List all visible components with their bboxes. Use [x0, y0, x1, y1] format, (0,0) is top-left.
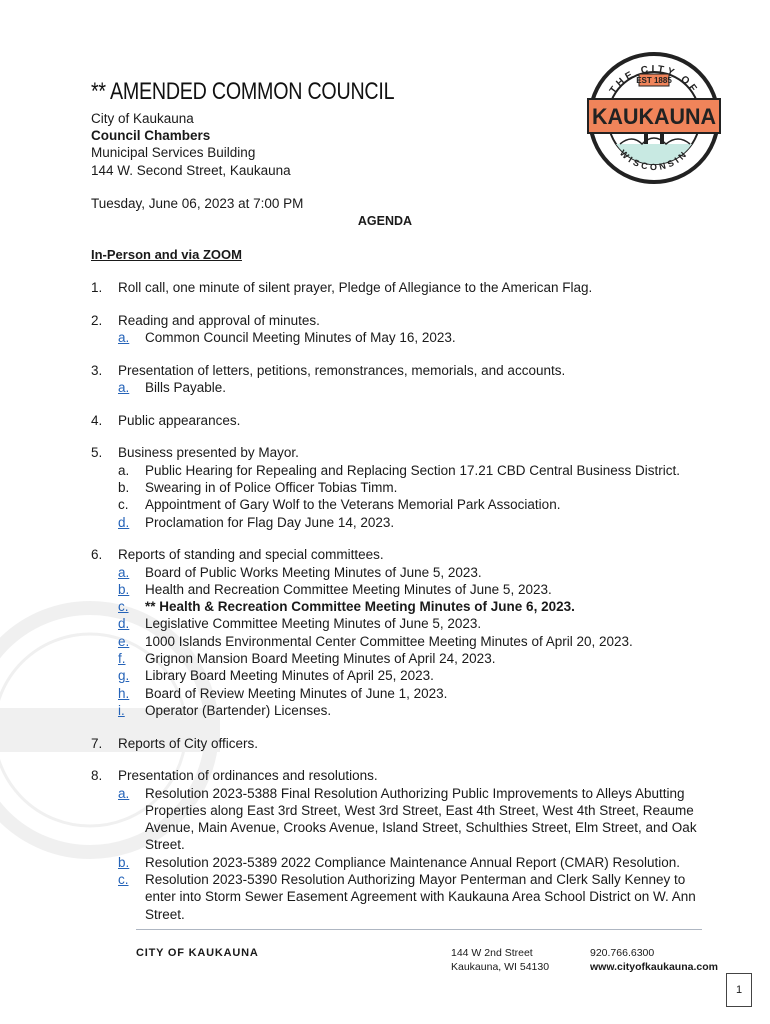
subitem-text: Resolution 2023-5389 2022 Compliance Maintenance Annual Report (CMAR) Resolution. — [145, 854, 681, 870]
footer-street: 144 W 2nd Street — [451, 947, 533, 959]
city-logo — [586, 48, 722, 188]
agenda-list — [91, 279, 711, 938]
agenda-subitem — [118, 785, 711, 854]
meeting-datetime: Tuesday, June 06, 2023 at 7:00 PM — [91, 196, 304, 211]
subitem-text: Health and Recreation Committee Meeting Minutes of June 5, 2023. — [145, 581, 552, 597]
agenda-subitem — [118, 581, 711, 598]
subitem-link[interactable]: a. — [118, 329, 130, 345]
location-name: Council Chambers — [91, 128, 211, 144]
subitem-link[interactable]: a. — [118, 785, 130, 801]
agenda-subitem — [118, 564, 711, 581]
logo-bottom-text: WISCONSIN — [617, 147, 691, 173]
agenda-item-number: 2. — [91, 312, 103, 328]
subitem-link[interactable]: g. — [118, 668, 130, 684]
agenda-subitem — [118, 615, 711, 632]
agenda-subitem — [118, 379, 711, 396]
building-name: Municipal Services Building — [91, 145, 256, 161]
agenda-subitem — [118, 329, 711, 346]
address-block — [91, 110, 291, 179]
agenda-subitem — [118, 496, 711, 513]
city-name: City of Kaukauna — [91, 111, 194, 126]
subitem-text: Grignon Mansion Board Meeting Minutes of April 24, 2023. — [145, 650, 496, 666]
agenda-item — [91, 767, 711, 923]
subitem-text: Library Board Meeting Minutes of April 25, 2023. — [145, 668, 434, 684]
agenda-item — [91, 412, 711, 429]
agenda-subitem — [118, 667, 711, 684]
subitem-text: 1000 Islands Environmental Center Committee Meeting Minutes of April 20, 2023. — [145, 633, 633, 649]
subitem-link[interactable]: e. — [118, 633, 130, 649]
agenda-item-text: Business presented by Mayor. — [118, 445, 299, 461]
subitem-letter: b. — [118, 479, 130, 495]
logo-name: KAUKAUNA — [592, 104, 717, 129]
subitem-link[interactable]: c. — [118, 872, 129, 888]
agenda-item-text: Reports of standing and special committees. — [118, 547, 384, 563]
street-address: 144 W. Second Street, Kaukauna — [91, 162, 291, 178]
meeting-mode: In-Person and via ZOOM — [91, 247, 242, 262]
agenda-item-number: 1. — [91, 280, 103, 295]
agenda-item — [91, 735, 711, 752]
subitem-text: Appointment of Gary Wolf to the Veterans Memorial Park Association. — [145, 497, 561, 513]
agenda-item — [91, 362, 711, 397]
agenda-item — [91, 546, 711, 719]
agenda-subitem — [118, 685, 711, 702]
subitem-text: Board of Review Meeting Minutes of June 1, 2023. — [145, 685, 448, 701]
subitem-text: Public Hearing for Repealing and Replacing Section 17.21 CBD Central Business District. — [145, 462, 681, 478]
subitem-link[interactable]: d. — [118, 514, 130, 530]
agenda-item-number: 7. — [91, 735, 103, 751]
agenda-item-number: 3. — [91, 362, 103, 378]
agenda-item — [91, 444, 711, 530]
agenda-heading: AGENDA — [357, 214, 413, 228]
agenda-item-number: 6. — [91, 547, 103, 563]
agenda-subitem — [118, 462, 711, 479]
subitem-text: Resolution 2023-5388 Final Resolution Authorizing Public Improvements to Alleys Abutting Properties along East 3rd Street, West 3rd Street, East 4th Street, West 4th Street, Reaume Avenue, Main Avenue, Crooks Avenue, Island Street, Schulthies Street, Elm Street, and Oak Street. — [145, 785, 697, 853]
footer-divider — [136, 929, 702, 930]
agenda-subitem — [118, 871, 711, 923]
subitem-link[interactable]: h. — [118, 685, 130, 701]
agenda-item-text: Presentation of ordinances and resolutions. — [118, 768, 378, 784]
agenda-subitem — [118, 479, 711, 496]
subitem-letter: c. — [118, 497, 129, 513]
footer-city: CITY OF KAUKAUNA — [136, 947, 259, 959]
subitem-text: Swearing in of Police Officer Tobias Timm. — [145, 479, 398, 495]
footer-citystate: Kaukauna, WI 54130 — [451, 961, 550, 973]
footer-address — [451, 946, 549, 974]
subitem-text: Bills Payable. — [145, 379, 227, 395]
logo-top-text: THE CITY OF — [607, 63, 701, 97]
agenda-item-text: Reports of City officers. — [118, 735, 259, 751]
agenda-item-text: Reading and approval of minutes. — [118, 312, 320, 328]
subitem-text: ** Health & Recreation Committee Meeting Minutes of June 6, 2023. — [145, 599, 575, 615]
subitem-text: Operator (Bartender) Licenses. — [145, 702, 332, 718]
footer-phone: 920.766.6300 — [590, 947, 655, 959]
subitem-text: Board of Public Works Meeting Minutes of June 5, 2023. — [145, 564, 482, 580]
footer-website[interactable]: www.cityofkaukauna.com — [590, 961, 718, 973]
subitem-link[interactable]: c. — [118, 599, 129, 615]
footer-contact — [590, 946, 718, 974]
subitem-link[interactable]: d. — [118, 616, 130, 632]
agenda-item — [91, 312, 711, 347]
subitem-link[interactable]: b. — [118, 581, 130, 597]
subitem-text: Legislative Committee Meeting Minutes of June 5, 2023. — [145, 616, 482, 632]
agenda-subitem — [118, 854, 711, 871]
subitem-link[interactable]: a. — [118, 564, 130, 580]
subitem-letter: a. — [118, 462, 130, 478]
agenda-item-text: Roll call, one minute of silent prayer, Pledge of Allegiance to the American Flag. — [118, 280, 593, 295]
subitem-text: Proclamation for Flag Day June 14, 2023. — [145, 514, 395, 530]
agenda-subitem — [118, 702, 711, 719]
page-number: 1 — [726, 973, 752, 1007]
agenda-item-text: Public appearances. — [118, 412, 241, 428]
agenda-subitem — [118, 633, 711, 650]
subitem-link[interactable]: a. — [118, 379, 130, 395]
subitem-text: Resolution 2023-5390 Resolution Authorizing Mayor Penterman and Clerk Sally Kenney to enter into Storm Sewer Easement Agreement with Kaukauna Area School District on W. Ann Street. — [145, 872, 696, 922]
agenda-item-number: 5. — [91, 445, 103, 461]
page-title: ** AMENDED COMMON COUNCIL — [91, 78, 395, 105]
agenda-item-number: 4. — [91, 412, 103, 428]
subitem-link[interactable]: f. — [118, 650, 126, 666]
subitem-link[interactable]: b. — [118, 854, 130, 870]
agenda-item — [91, 279, 711, 296]
agenda-item-number: 8. — [91, 768, 103, 784]
agenda-subitem — [118, 514, 711, 531]
agenda-subitem — [118, 650, 711, 667]
logo-est: EST 1885 — [636, 76, 672, 85]
agenda-subitem — [118, 598, 711, 615]
subitem-link[interactable]: i. — [118, 702, 125, 718]
agenda-item-text: Presentation of letters, petitions, remonstrances, memorials, and accounts. — [118, 362, 566, 378]
subitem-text: Common Council Meeting Minutes of May 16, 2023. — [145, 329, 456, 345]
